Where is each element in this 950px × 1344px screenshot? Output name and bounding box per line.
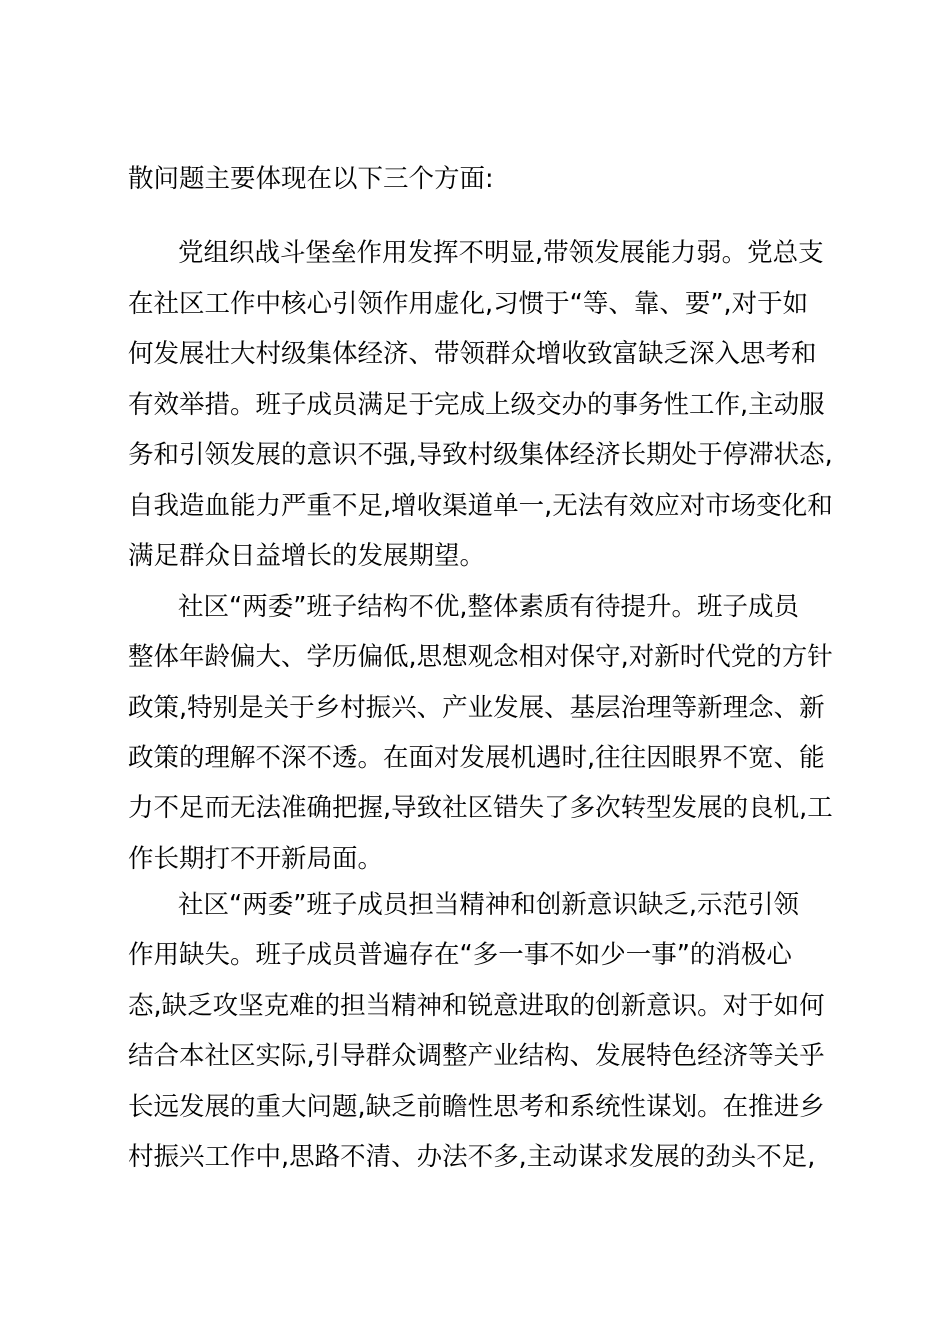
text-line: 自我造血能力严重不足,增收渠道单一,无法有效应对市场变化和	[128, 491, 833, 521]
text-line: 作用缺失。班子成员普遍存在“多一事不如少一事”的消极心	[128, 940, 792, 970]
paragraph-first-line: 党组织战斗堡垒作用发挥不明显,带领发展能力弱。党总支	[178, 238, 824, 268]
paragraph-first-line: 社区“两委”班子成员担当精神和创新意识缺乏,示范引领	[178, 890, 800, 920]
text-line: 结合本社区实际,引导群众调整产业结构、发展特色经济等关乎	[128, 1041, 825, 1071]
text-line: 散问题主要体现在以下三个方面:	[128, 164, 494, 194]
paragraph-first-line: 社区“两委”班子结构不优,整体素质有待提升。班子成员	[178, 592, 800, 622]
text-line: 作长期打不开新局面。	[128, 844, 384, 874]
text-line: 力不足而无法准确把握,导致社区错失了多次转型发展的良机,工	[128, 793, 833, 823]
text-line: 态,缺乏攻坚克难的担当精神和锐意进取的创新意识。对于如何	[128, 991, 825, 1021]
text-line: 何发展壮大村级集体经济、带领群众增收致富缺乏深入思考和	[128, 339, 817, 369]
text-line: 有效举措。班子成员满足于完成上级交办的事务性工作,主动服	[128, 390, 825, 420]
text-line: 整体年龄偏大、学历偏低,思想观念相对保守,对新时代党的方针	[128, 642, 833, 672]
text-line: 在社区工作中核心引领作用虚化,习惯于“等、靠、要”,对于如	[128, 289, 809, 319]
text-line: 村振兴工作中,思路不清、办法不多,主动谋求发展的劲头不足,	[128, 1142, 816, 1172]
text-line: 政策,特别是关于乡村振兴、产业发展、基层治理等新理念、新	[128, 693, 825, 723]
text-line: 政策的理解不深不透。在面对发展机遇时,往往因眼界不宽、能	[128, 743, 825, 773]
text-line: 务和引领发展的意识不强,导致村级集体经济长期处于停滞状态,	[128, 440, 833, 470]
text-line: 长远发展的重大问题,缺乏前瞻性思考和系统性谋划。在推进乡	[128, 1092, 825, 1122]
text-line: 满足群众日益增长的发展期望。	[128, 541, 486, 571]
